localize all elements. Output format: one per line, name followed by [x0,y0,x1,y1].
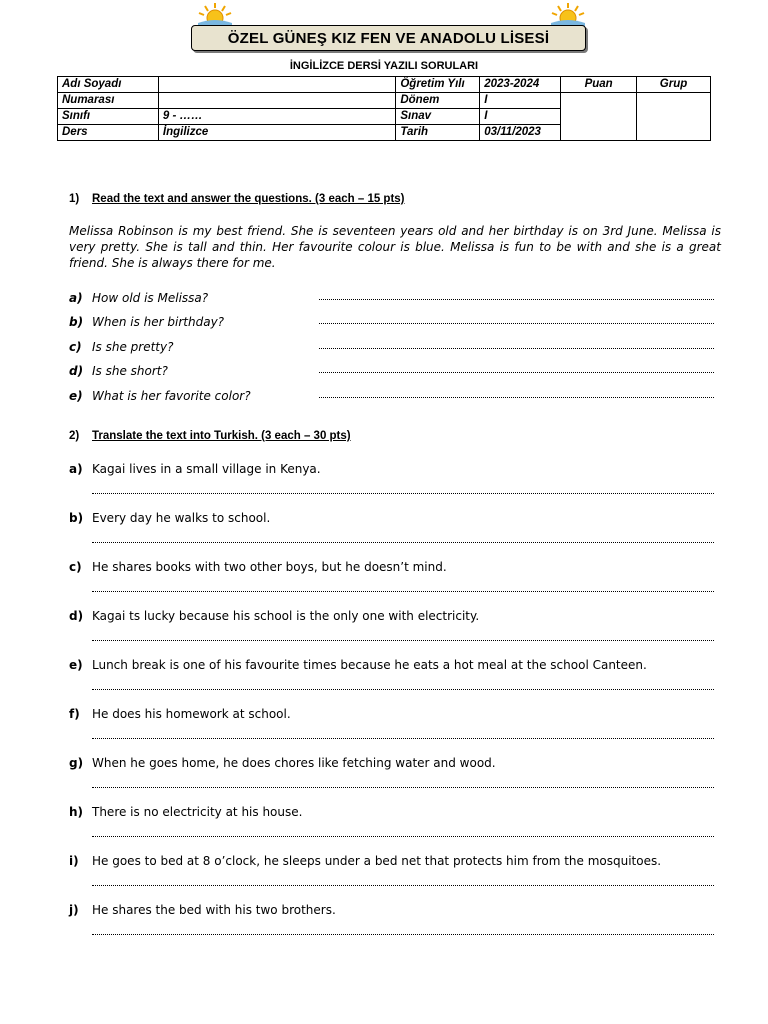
item-question: How old is Melissa? [92,291,209,305]
item-letter: e) [69,658,83,672]
course-label: Ders [58,125,159,141]
answer-line[interactable] [319,348,714,349]
question-item [69,363,714,379]
answer-line[interactable] [319,299,714,300]
item-letter: f) [69,707,80,721]
term-value: I [480,93,561,109]
answer-line[interactable] [92,689,714,690]
number-label: Numarası [58,93,159,109]
question-item [69,314,714,330]
question-item [69,290,714,306]
term-label: Dönem [396,93,480,109]
sun-icon [549,2,587,26]
answer-line[interactable] [92,493,714,494]
student-info-table [57,76,711,141]
question-number: 2) [69,430,80,442]
school-name-banner: ÖZEL GÜNEŞ KIZ FEN VE ANADOLU LİSESİ [191,25,586,51]
item-sentence: Every day he walks to school. [92,511,271,525]
number-field[interactable] [158,93,395,109]
item-letter: g) [69,756,84,770]
group-label: Grup [637,77,711,93]
date-label: Tarih [396,125,480,141]
name-label: Adı Soyadı [58,77,159,93]
item-letter: e) [69,389,83,403]
item-sentence: Kagai lives in a small village in Kenya. [92,462,321,476]
answer-line[interactable] [92,738,714,739]
item-letter: j) [69,903,79,917]
question-item [69,339,714,355]
answer-line[interactable] [92,542,714,543]
exam-value: I [480,109,561,125]
item-letter: b) [69,315,84,329]
item-letter: a) [69,462,83,476]
item-letter: d) [69,364,84,378]
item-question: Is she pretty? [92,340,174,354]
item-question: What is her favorite color? [92,389,251,403]
question-item [69,388,714,404]
course-value: İngilizce [158,125,395,141]
answer-line[interactable] [319,397,714,398]
item-sentence: He shares the bed with his two brothers. [92,903,336,917]
item-sentence: There is no electricity at his house. [92,805,303,819]
answer-line[interactable] [92,591,714,592]
item-letter: h) [69,805,84,819]
item-sentence: He does his homework at school. [92,707,291,721]
item-sentence: Lunch break is one of his favourite times because he eats a hot meal at the school Canteen. [92,658,647,672]
year-label: Öğretim Yılı [396,77,480,93]
item-question: Is she short? [92,364,168,378]
name-field[interactable] [158,77,395,93]
item-sentence: He shares books with two other boys, but he doesn’t mind. [92,560,447,574]
year-value: 2023-2024 [480,77,561,93]
date-value: 03/11/2023 [480,125,561,141]
item-letter: b) [69,511,84,525]
question-2-title [69,430,351,442]
class-value[interactable]: 9 - …… [158,109,395,125]
answer-line[interactable] [319,372,714,373]
group-field[interactable] [637,93,711,141]
exam-subtitle: İNGİLİZCE DERSİ YAZILI SORULARI [289,60,479,72]
answer-line[interactable] [92,885,714,886]
score-field[interactable] [561,93,637,141]
question-number: 1) [69,193,80,205]
score-label: Puan [561,77,637,93]
question-instruction: Read the text and answer the questions. (3 each – 15 pts) [92,193,405,205]
answer-line[interactable] [92,787,714,788]
item-letter: i) [69,854,79,868]
answer-line[interactable] [92,640,714,641]
item-question: When is her birthday? [92,315,225,329]
item-letter: a) [69,291,83,305]
exam-label: Sınav [396,109,480,125]
class-label: Sınıfı [58,109,159,125]
reading-passage: Melissa Robinson is my best friend. She is seventeen years old and her birthday is on 3rd June. Melissa is very pretty. She is tall and thin. Her favourite colour is blue. Melissa is fun to be with and she is a great friend. She is always there for me. [69,224,721,270]
item-sentence: When he goes home, he does chores like fetching water and wood. [92,756,496,770]
question-1-title [69,193,405,205]
item-sentence: Kagai ts lucky because his school is the only one with electricity. [92,609,480,623]
answer-line[interactable] [92,836,714,837]
question-instruction: Translate the text into Turkish. (3 each – 30 pts) [92,430,351,442]
answer-line[interactable] [92,934,714,935]
item-letter: d) [69,609,84,623]
item-letter: c) [69,560,82,574]
item-letter: c) [69,340,82,354]
sun-icon [196,2,234,26]
answer-line[interactable] [319,323,714,324]
item-sentence: He goes to bed at 8 o’clock, he sleeps under a bed net that protects him from the mosquitoes. [92,854,662,868]
